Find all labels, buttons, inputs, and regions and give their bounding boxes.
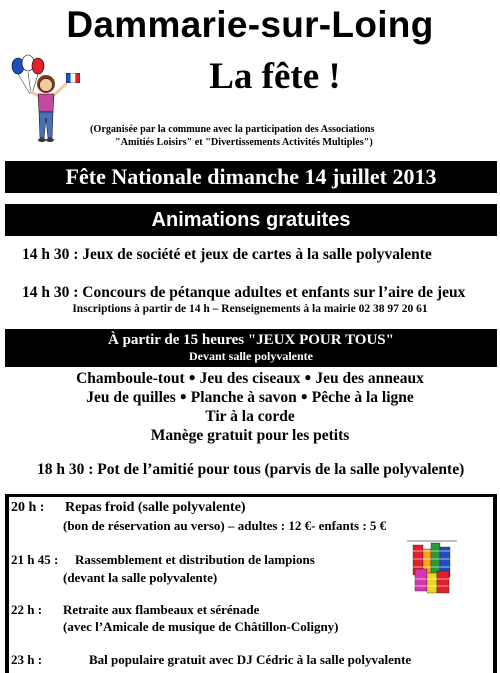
- manege-line: Manège gratuit pour les petits: [150, 427, 350, 444]
- lampions-time: 21 h 45 :: [11, 552, 59, 567]
- petanque-line: 14 h 30 : Concours de pétanque adultes et enfants sur l’aire de jeux: [22, 284, 466, 301]
- organisation-line-1: (Organisée par la commune avec la participation des Associations: [90, 124, 375, 135]
- bal-time: 23 h :: [11, 652, 43, 667]
- retraite-time: 22 h :: [11, 602, 43, 617]
- lampions-title: Rassemblement et distribution de lampions: [75, 552, 315, 567]
- jeux-pour-tous-banner: [5, 329, 497, 367]
- french-flag-icon: [66, 73, 80, 83]
- girl-with-balloons-icon: [10, 52, 90, 147]
- bal-title: Bal populaire gratuit avec DJ Cédric à la salle polyvalente: [89, 652, 412, 667]
- fete-nationale-banner: [5, 161, 497, 193]
- pot-amitie-line: 18 h 30 : Pot de l’amitié pour tous (parvis de la salle polyvalente): [37, 461, 465, 478]
- fete-title: La fête !: [209, 56, 341, 97]
- repas-title: Repas froid (salle polyvalente): [65, 500, 246, 515]
- bullet-icon: ●: [304, 370, 312, 384]
- jeux-pour-tous-subtitle: Devant salle polyvalente: [189, 349, 313, 363]
- lampions-icon: [401, 539, 463, 601]
- bullet-icon: ●: [179, 389, 187, 403]
- retraite-detail: (avec l’Amicale de musique de Châtillon-Coligny): [63, 619, 339, 634]
- lampions-detail: (devant la salle polyvalente): [63, 570, 218, 585]
- games-row-1: [0, 370, 500, 388]
- game-chamboule-tout: Chamboule-tout: [76, 370, 185, 387]
- repas-time: 20 h :: [11, 500, 45, 515]
- fete-nationale-title: Fête Nationale dimanche 14 juillet 2013: [65, 164, 437, 189]
- retraite-title: Retraite aux flambeaux et sérénade: [63, 602, 260, 617]
- bullet-icon: ●: [188, 370, 196, 384]
- game-anneaux: Jeu des anneaux: [315, 370, 424, 387]
- games-row-2: [0, 389, 500, 407]
- game-tir-a-la-corde: Tir à la corde: [205, 408, 295, 425]
- organisation-line-2: "Amitiés Loisirs" et "Divertissements Activités Multiples"): [115, 137, 373, 148]
- town-title: Dammarie-sur-Loing: [66, 4, 434, 45]
- game-quilles: Jeu de quilles: [86, 389, 176, 406]
- game-peche-a-la-ligne: Pêche à la ligne: [311, 389, 414, 406]
- jeux-societe-line: 14 h 30 : Jeux de société et jeux de cartes à la salle polyvalente: [22, 246, 432, 263]
- animations-title: Animations gratuites: [151, 209, 351, 231]
- repas-detail: (bon de réservation au verso) – adultes : 12 €- enfants : 5 €: [63, 518, 387, 533]
- animations-banner: [5, 204, 497, 236]
- inscriptions-line: Inscriptions à partir de 14 h – Renseignements à la mairie 02 38 97 20 61: [72, 303, 428, 315]
- game-planche-a-savon: Planche à savon: [190, 389, 297, 406]
- jeux-pour-tous-title: À partir de 15 heures "JEUX POUR TOUS": [108, 332, 394, 348]
- game-ciseaux: Jeu des ciseaux: [199, 370, 301, 387]
- bullet-icon: ●: [300, 389, 308, 403]
